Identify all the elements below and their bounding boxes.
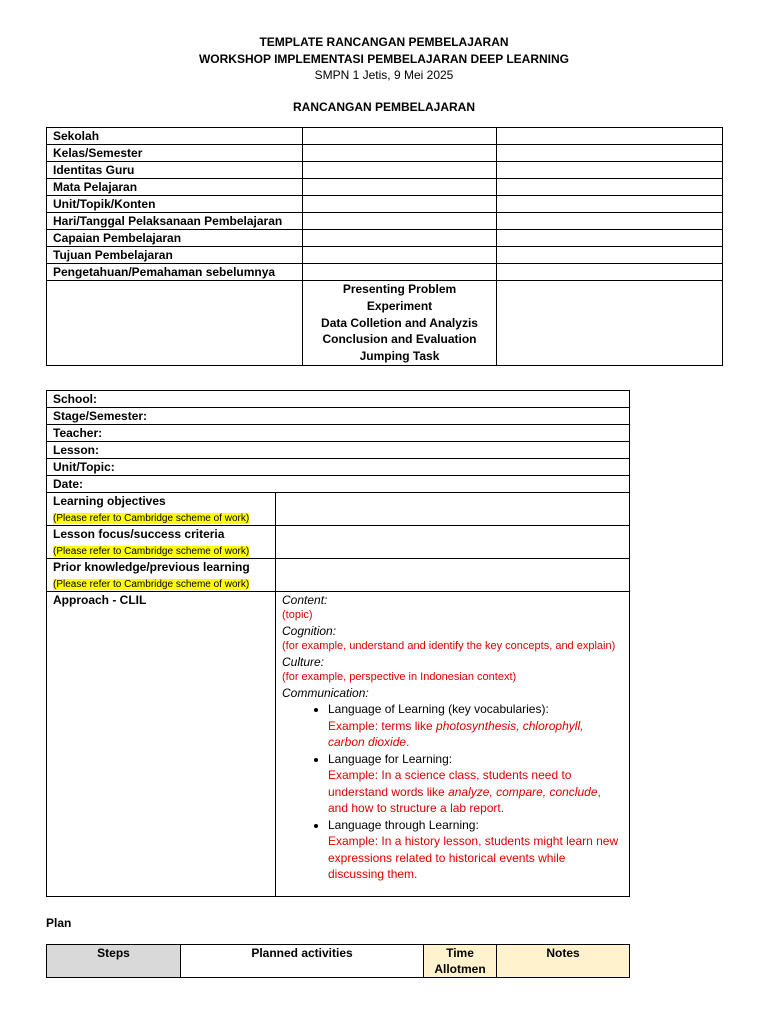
list-item (328, 701, 623, 751)
step-item: Data Colletion and Analyzis (321, 315, 478, 330)
row-extra[interactable] (497, 179, 723, 196)
date-field[interactable]: Date: (47, 476, 630, 493)
row-extra[interactable] (497, 162, 723, 179)
steps-left-cell[interactable] (47, 281, 303, 366)
step-item: Conclusion and Evaluation (322, 332, 477, 347)
teacher-field[interactable]: Teacher: (47, 425, 630, 442)
learning-objectives-label (47, 493, 276, 526)
content-label: Content: (282, 593, 328, 607)
lesson-focus-text: Lesson focus/success criteria (53, 527, 225, 541)
row-value[interactable] (303, 162, 497, 179)
rancangan-table (46, 127, 723, 366)
steps-right-cell[interactable] (497, 281, 723, 366)
row-value[interactable] (303, 128, 497, 145)
row-label: Tujuan Pembelajaran (47, 247, 303, 264)
bullet-example: Example: In a science class, students need to understand words like analyze, compare, conclude, and how to structure a lab report. (328, 768, 601, 815)
unit-field[interactable]: Unit/Topic: (47, 459, 630, 476)
row-extra[interactable] (497, 196, 723, 213)
plan-header-notes: Notes (497, 945, 630, 978)
steps-row (47, 281, 723, 366)
row-value[interactable] (303, 213, 497, 230)
culture-label: Culture: (282, 655, 325, 669)
stage-field[interactable]: Stage/Semester: (47, 408, 630, 425)
refer-note: (Please refer to Cambridge scheme of work) (53, 546, 250, 557)
approach-label: Approach - CLIL (47, 592, 276, 897)
table-row (47, 230, 723, 247)
plan-header-steps: Steps (47, 945, 181, 978)
row-label: Sekolah (47, 128, 303, 145)
table-row (47, 145, 723, 162)
row-extra[interactable] (497, 264, 723, 281)
communication-label: Communication: (282, 686, 369, 700)
table-row (47, 128, 723, 145)
cognition-hint: (for example, understand and identify the key concepts, and explain) (282, 640, 616, 652)
row-extra[interactable] (497, 213, 723, 230)
culture-hint: (for example, perspective in Indonesian context) (282, 671, 517, 683)
row-extra[interactable] (497, 128, 723, 145)
row-label: Unit/Topik/Konten (47, 196, 303, 213)
prior-knowledge-value[interactable] (276, 559, 630, 592)
refer-note: (Please refer to Cambridge scheme of work) (53, 579, 250, 590)
bullet-title: Language through Learning: (328, 817, 479, 832)
list-item (328, 751, 623, 817)
prior-knowledge-label (47, 559, 276, 592)
learning-objectives-value[interactable] (276, 493, 630, 526)
approach-value[interactable] (276, 592, 630, 897)
row-value[interactable] (303, 196, 497, 213)
plan-table (46, 944, 630, 978)
header-line3: SMPN 1 Jetis, 9 Mei 2025 (314, 68, 454, 82)
communication-list (282, 701, 623, 883)
row-value[interactable] (303, 264, 497, 281)
table-row (47, 247, 723, 264)
table-row (47, 196, 723, 213)
table-row (47, 264, 723, 281)
steps-list (303, 281, 497, 366)
row-label: Capaian Pembelajaran (47, 230, 303, 247)
row-label: Pengetahuan/Pemahaman sebelumnya (47, 264, 303, 281)
table-row (47, 162, 723, 179)
row-value[interactable] (303, 145, 497, 162)
row-value[interactable] (303, 179, 497, 196)
bullet-title: Language for Learning: (328, 751, 453, 766)
row-label: Identitas Guru (47, 162, 303, 179)
lesson-field[interactable]: Lesson: (47, 442, 630, 459)
row-label: Mata Pelajaran (47, 179, 303, 196)
plan-header-planned-activities: Planned activities (181, 945, 424, 978)
row-extra[interactable] (497, 230, 723, 247)
lesson-plan-table (46, 390, 630, 897)
plan-header-time-allotmen: Time Allotmen (424, 945, 497, 978)
header-line2: WORKSHOP IMPLEMENTASI PEMBELAJARAN DEEP LEARNING (198, 52, 570, 66)
row-value[interactable] (303, 247, 497, 264)
content-hint: (topic) (282, 609, 313, 621)
step-item: Jumping Task (359, 349, 440, 364)
row-extra[interactable] (497, 145, 723, 162)
table-row (47, 213, 723, 230)
learning-objectives-text: Learning objectives (53, 494, 166, 508)
row-value[interactable] (303, 230, 497, 247)
step-item: Experiment (366, 298, 433, 313)
refer-note: (Please refer to Cambridge scheme of work) (53, 513, 250, 524)
lesson-focus-value[interactable] (276, 526, 630, 559)
prior-knowledge-text: Prior knowledge/previous learning (53, 560, 250, 574)
list-item (328, 817, 623, 883)
bullet-title: Language of Learning (key vocabularies): (328, 702, 549, 716)
section-title: RANCANGAN PEMBELAJARAN (292, 100, 475, 114)
row-label: Hari/Tanggal Pelaksanaan Pembelajaran (47, 213, 303, 230)
bullet-example: Example: In a history lesson, students might learn new expressions related to historical events while discussing them. (328, 834, 619, 881)
table-row (47, 179, 723, 196)
header-line1: TEMPLATE RANCANGAN PEMBELAJARAN (259, 35, 509, 49)
step-item: Presenting Problem (342, 282, 457, 296)
row-label: Kelas/Semester (47, 145, 303, 162)
cognition-label: Cognition: (282, 624, 337, 638)
school-field[interactable]: School: (47, 391, 630, 408)
bullet-example: Example: terms like photosynthesis, chlorophyll, carbon dioxide. (328, 718, 584, 749)
plan-label: Plan (46, 916, 72, 930)
row-extra[interactable] (497, 247, 723, 264)
lesson-focus-label (47, 526, 276, 559)
